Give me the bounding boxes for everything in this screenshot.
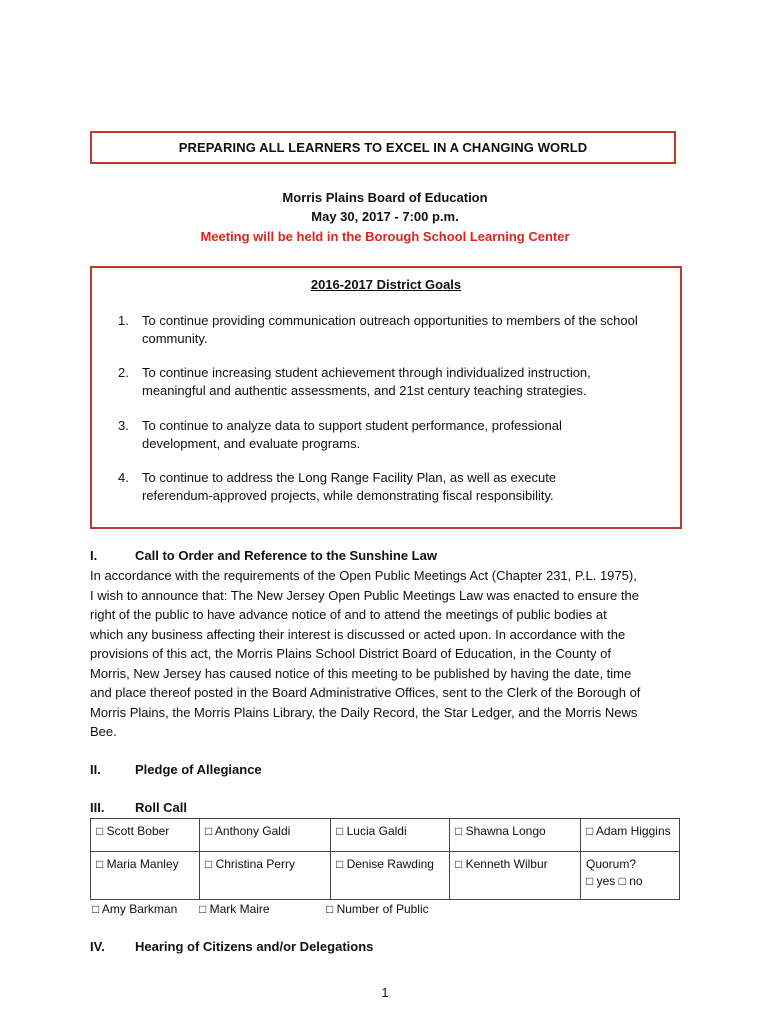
paragraph-line: In accordance with the requirements of the Open Public Meetings Act (Chapter 231, P.L. 1975), (90, 568, 637, 583)
paragraph-line: I wish to announce that: The New Jersey Open Public Meetings Law was enacted to ensure the (90, 587, 639, 603)
member-name: Adam Higgins (595, 824, 671, 838)
meeting-date: May 30, 2017 - 7:00 p.m. (311, 209, 459, 224)
section-heading (90, 800, 187, 815)
goal-text-line: referendum-approved projects, while demonstrating fiscal responsibility. (142, 488, 554, 503)
goal-text-line: To continue providing communication outreach opportunities to members of the school (142, 313, 638, 328)
goal-number: 2. (118, 365, 129, 380)
roll-cell[interactable] (331, 852, 450, 900)
member-name: Kenneth Wilbur (465, 857, 548, 871)
quorum-no-label: no (629, 874, 643, 888)
member-name: Anthony Galdi (214, 824, 291, 838)
goal-number: 4. (118, 470, 129, 485)
roll-call-table (90, 818, 680, 900)
goal-item (118, 417, 674, 453)
paragraph-line: Bee. (90, 724, 117, 739)
public-count-label: Number of Public (336, 902, 429, 916)
motto-text: PREPARING ALL LEARNERS TO EXCEL IN A CHANGING WORLD (178, 140, 588, 155)
goal-text-line: development, and evaluate programs. (142, 436, 361, 451)
goal-item (118, 469, 674, 505)
goal-text-line: To continue to address the Long Range Facility Plan, as well as execute (142, 470, 557, 485)
section-title: Call to Order and Reference to the Sunshine Law (135, 548, 437, 563)
checkbox-icon[interactable]: □ (96, 824, 104, 838)
sunshine-law-paragraph (90, 566, 682, 742)
goal-text-line: To continue increasing student achievement through individualized instruction, (142, 365, 591, 380)
member-name: Amy Barkman (101, 902, 178, 916)
roll-extra-item[interactable] (92, 902, 177, 916)
page-number: 1 (381, 985, 389, 1000)
roll-cell[interactable] (581, 819, 680, 852)
checkbox-icon[interactable]: □ (586, 874, 594, 888)
section-number: I. (90, 548, 98, 563)
roll-cell[interactable] (200, 852, 331, 900)
goal-number: 1. (118, 313, 129, 328)
checkbox-icon[interactable]: □ (205, 824, 213, 838)
table-row (91, 852, 680, 900)
section-heading (90, 762, 262, 777)
goals-title: 2016-2017 District Goals (310, 277, 462, 292)
checkbox-icon[interactable]: □ (96, 857, 104, 871)
paragraph-line: Morris, New Jersey has caused notice of this meeting to be published by having the date, time (90, 665, 632, 681)
roll-extra-item[interactable] (199, 902, 270, 916)
checkbox-icon[interactable]: □ (326, 902, 334, 916)
member-name: Denise Rawding (346, 857, 434, 871)
roll-cell[interactable] (91, 852, 200, 900)
roll-cell[interactable] (450, 819, 581, 852)
section-title: Pledge of Allegiance (135, 762, 262, 777)
member-name: Scott Bober (106, 824, 170, 838)
motto-banner (90, 131, 676, 164)
roll-cell[interactable] (91, 819, 200, 852)
org-name: Morris Plains Board of Education (282, 190, 488, 205)
section-heading (90, 939, 373, 954)
roll-cell[interactable] (450, 852, 581, 900)
meeting-location: Meeting will be held in the Borough School Learning Center (200, 229, 570, 244)
member-name: Christina Perry (215, 857, 295, 871)
roll-cell[interactable] (200, 819, 331, 852)
member-name: Lucia Galdi (346, 824, 407, 838)
member-name: Shawna Longo (465, 824, 546, 838)
section-title: Hearing of Citizens and/or Delegations (135, 939, 374, 954)
table-row (91, 819, 680, 852)
section-number: II. (90, 762, 101, 777)
goal-text-line: community. (142, 331, 208, 346)
checkbox-icon[interactable]: □ (336, 857, 344, 871)
member-name: Maria Manley (106, 857, 179, 871)
section-number: III. (90, 800, 105, 815)
paragraph-line: right of the public to have advance notice of and to attend the meetings of public bodies at (90, 607, 607, 622)
quorum-yes-label: yes (596, 874, 616, 888)
roll-extra-item[interactable] (326, 902, 429, 916)
checkbox-icon[interactable]: □ (336, 824, 344, 838)
quorum-cell (581, 852, 680, 900)
goal-text-line: meaningful and authentic assessments, and 21st century teaching strategies. (142, 383, 587, 398)
checkbox-icon[interactable]: □ (455, 824, 463, 838)
paragraph-line: which any business affecting their interest is discussed or acted upon. In accordance with the (90, 626, 626, 642)
paragraph-line: provisions of this act, the Morris Plains School District Board of Education, in the County of (90, 646, 611, 661)
goal-number: 3. (118, 418, 129, 433)
member-name: Mark Maire (209, 902, 270, 916)
goal-item (118, 364, 674, 400)
checkbox-icon[interactable]: □ (199, 902, 207, 916)
checkbox-icon[interactable]: □ (205, 857, 213, 871)
section-heading (90, 548, 437, 563)
paragraph-line: Morris Plains, the Morris Plains Library, the Daily Record, the Star Ledger, and the Morris News (90, 704, 638, 720)
checkbox-icon[interactable]: □ (618, 874, 626, 888)
section-title: Roll Call (135, 800, 188, 815)
district-goals-box (90, 266, 682, 529)
quorum-label: Quorum? (586, 857, 637, 871)
checkbox-icon[interactable]: □ (586, 824, 594, 838)
section-number: IV. (90, 939, 105, 954)
roll-cell[interactable] (331, 819, 450, 852)
goal-item (118, 312, 674, 348)
checkbox-icon[interactable]: □ (455, 857, 463, 871)
paragraph-line: and place thereof posted in the Board Administrative Offices, sent to the Clerk of the Borough of (90, 685, 641, 700)
checkbox-icon[interactable]: □ (92, 902, 100, 916)
goal-text-line: To continue to analyze data to support student performance, professional (142, 418, 562, 433)
